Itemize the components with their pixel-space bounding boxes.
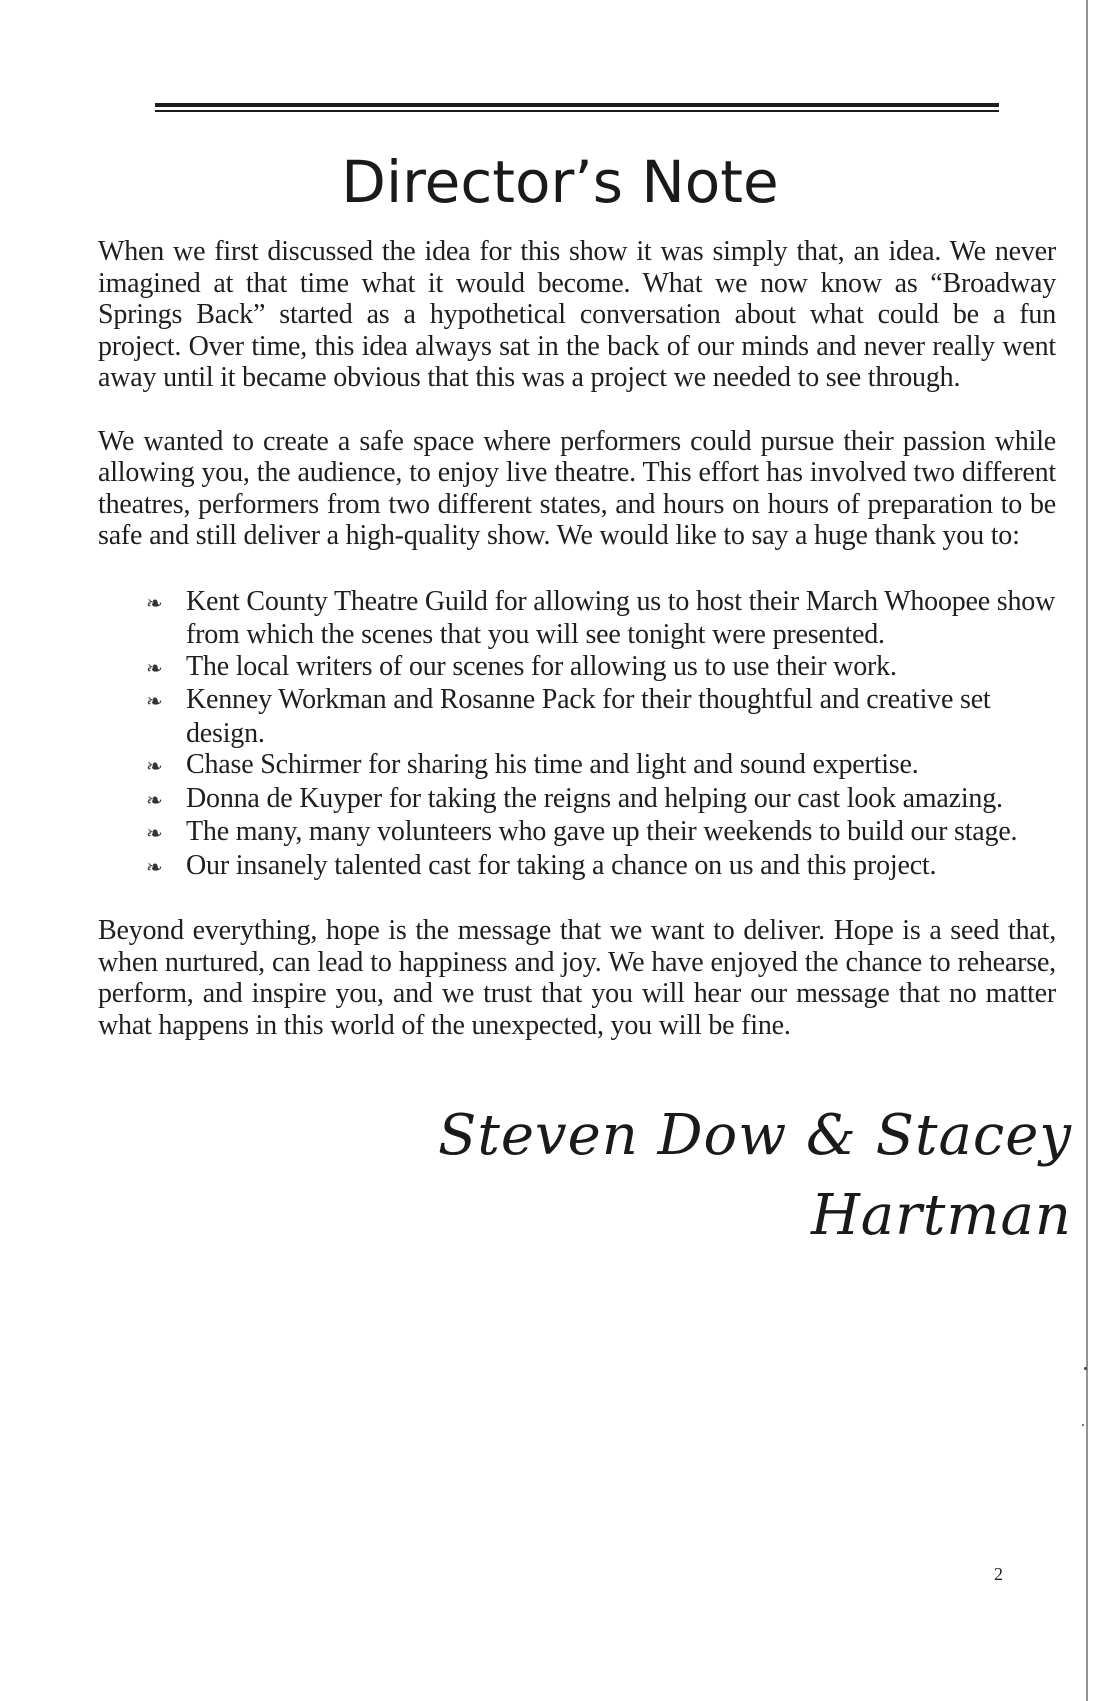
header-rule-thick [155,103,999,107]
thank-you-list [98,586,1056,884]
ornamental-leaf-icon: ❧ [146,754,163,778]
signature: Steven Dow & Stacey Hartman [437,1103,1072,1248]
paragraph-closing: Beyond everything, hope is the message that we want to deliver. Hope is a seed that, when nurtured, can lead to happiness and joy. We have enjoyed the chance to rehearse, perform, and inspire you, and we trust that you will hear our message that no matter what happens in this world of the unexpected, you will be fine. [98,915,1056,1041]
scan-speck [1084,1367,1087,1370]
note-body [98,236,1056,1041]
ornamental-leaf-icon: ❧ [146,854,163,879]
ornamental-leaf-icon: ❧ [146,655,163,680]
ornamental-leaf-icon: ❧ [146,689,163,713]
page-edge [1086,0,1088,1701]
list-item: ❧ Kent County Theatre Guild for allowing us to host their March Whoopee show from which the scenes that you will see tonight were presented. [146,585,1056,650]
page-title: Director’s Note [341,148,779,216]
list-item: ❧ The many, many volunteers who gave up their weekends to build our stage. [146,816,1056,850]
list-item: ❧ Chase Schirmer for sharing his time and light and sound expertise. [146,749,1056,783]
scan-speck [1082,1424,1084,1426]
paragraph-thanks-intro: We wanted to create a safe space where performers could pursue their passion while allowing you, the audience, to enjoy live theatre. This effort has involved two different theatres, performers from two different states, and hours on hours of preparation to be safe and still deliver a high-quality show. We would like to say a huge thank you to: [98,425,1056,551]
paragraph-intro: When we first discussed the idea for this show it was simply that, an idea. We never imagined at that time what it would become. What we now know as “Broadway Springs Back” started as a hypothetical conversation about what could be a fun project. Over time, this idea always sat in the back of our minds and never really went away until it became obvious that this was a project we needed to see through. [98,236,1056,393]
ornamental-leaf-icon: ❧ [146,590,163,615]
header-rule-thin [155,110,999,112]
list-item: ❧ The local writers of our scenes for allowing us to use their work. [146,651,1056,685]
list-item: ❧ Our insanely talented cast for taking a chance on us and this project. [146,850,1056,884]
page-number: 2 [994,1564,1003,1584]
list-item: ❧ Kenney Workman and Rosanne Pack for their thoughtful and creative set design. [146,684,991,749]
ornamental-leaf-icon: ❧ [146,787,163,812]
list-item: ❧ Donna de Kuyper for taking the reigns and helping our cast look amazing. [146,783,1056,817]
ornamental-leaf-icon: ❧ [146,821,163,845]
